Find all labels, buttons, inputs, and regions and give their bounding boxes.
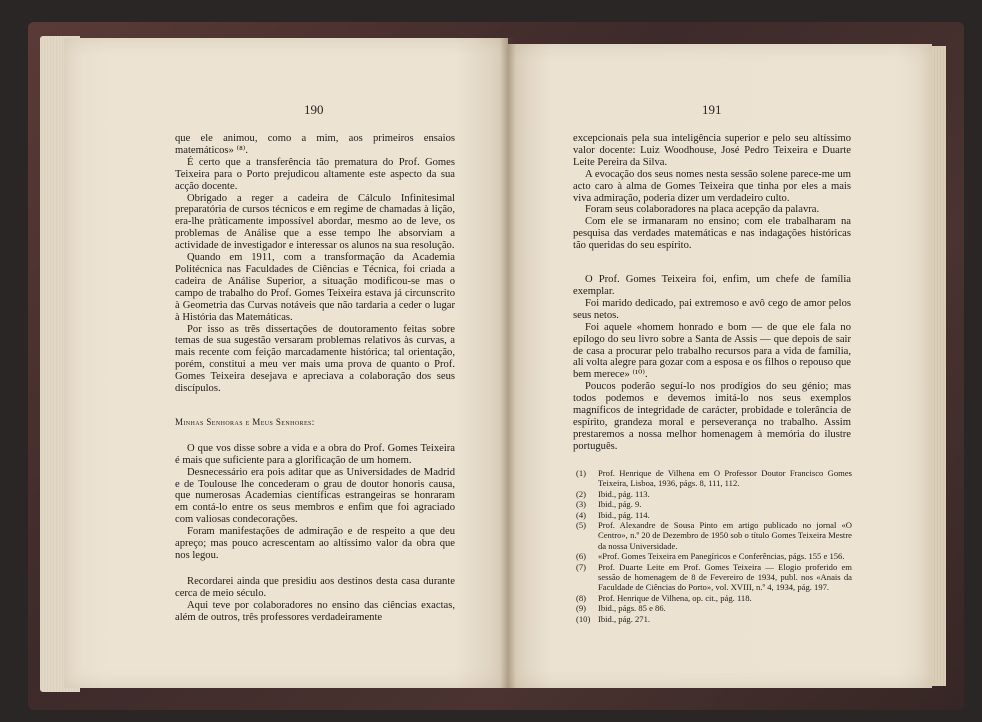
paragraph: A evocação dos seus nomes nesta sessão solene parece-me um acto caro à alma de Gomes Teixeira que tinha por eles a mais viva admiração, poderia dizer um verdadeiro culto. — [573, 168, 851, 204]
right-page-body — [573, 133, 851, 453]
paragraph: É certo que a transferência tão prematura do Prof. Gomes Teixeira para o Porto prejudicou altamente este aspecto da sua acção docente. — [175, 156, 455, 192]
left-page-number: 190 — [304, 102, 324, 117]
footnote — [576, 520, 852, 551]
left-page-body — [175, 133, 455, 624]
section-heading: Minhas Senhoras e Meus Senhores: — [175, 416, 315, 427]
footnote-number: (5) — [576, 520, 587, 531]
footnote-number: (4) — [576, 509, 587, 520]
footnote-text: Prof. Henrique de Vilhena em O Professor Doutor Francisco Gomes Teixeira, Lisboa, 1936, págs. 8, 111, 112. — [598, 468, 852, 489]
paragraph: Obrigado a reger a cadeira de Cálculo Infinitesimal preparatória de cursos técnicos e em regime de chamadas à lição, era-lhe pràticamente impossível abordar, mesmo ao de leve, os problemas de Análise que a esse tempo lhe absorviam a actividade de investigador e interessar os alunos na sua resolução. — [175, 192, 455, 252]
footnote-text: «Prof. Gomes Teixeira em Panegíricos e Conferências, págs. 155 e 156. — [598, 551, 845, 562]
footnote — [576, 499, 852, 509]
paragraph: Foi aquele «homem honrado e bom — de que ele fala no epílogo do seu livro sobre a Santa de Assis — que depois de sair de casa a procurar pelo trabalho recursos para a vida de família, ali volta alegre para gozar com a esposa e os filhos o repouso que bem merece» ⁽¹⁰⁾. — [573, 321, 851, 381]
footnote — [576, 603, 852, 613]
paragraph: O que vos disse sobre a vida e a obra do Prof. Gomes Teixeira é mais que suficiente para a glorificação de um homem. — [175, 442, 455, 466]
paragraph: Foram seus colaboradores na placa acepção da palavra. — [585, 204, 820, 216]
footnote-number: (1) — [576, 468, 587, 478]
footnote-text: Ibid., pág. 113. — [598, 488, 650, 499]
footnote-text: Ibid., pág. 114. — [598, 509, 650, 520]
paragraph: Poucos poderão seguí-lo nos prodígios do seu génio; mas todos podemos e devemos imitá-lo nos seus exemplos magníficos de integridade de carácter, probidade e tolerância de espírito, grandeza moral e perseverança no trabalho. Assim prestaremos a nossa melhor homenagem à memória do ilustre português. — [573, 381, 851, 452]
paragraph: Desnecessário era pois aditar que as Universidades de Madrid e de Toulouse lhe concederam o grau de doutor honoris causa, que numerosas Academias científicas estrangeiras se honraram em contá-lo entre os seus membros e enfim que foi agraciado com valiosas condecorações. — [175, 466, 455, 526]
footnote-number: (9) — [576, 603, 587, 614]
footnote-number: (3) — [576, 499, 587, 510]
footnote-number: (2) — [576, 488, 587, 499]
book-gutter — [500, 38, 516, 688]
footnote-text: Ibid., pág. 271. — [598, 613, 651, 624]
paragraph: Recordarei ainda que presidiu aos destinos desta casa durante cerca de meio século. — [175, 575, 455, 599]
paragraph: Foi marido dedicado, pai extremoso e avô cego de amor pelos seus netos. — [573, 297, 851, 321]
paragraph: Aqui teve por colaboradores no ensino das ciências exactas, além de outros, três professores verdadeiramente — [175, 599, 455, 623]
footnote — [576, 489, 852, 499]
footnote — [576, 551, 852, 561]
paragraph: Com ele se irmanaram no ensino; com ele trabalharam na pesquisa das verdades matemáticas e nas indagações históricas tão queridas do seu espírito. — [573, 216, 851, 252]
paragraph: que ele animou, como a mim, aos primeiros ensaios matemáticos» ⁽⁸⁾. — [175, 133, 455, 156]
footnote-number: (10) — [576, 613, 591, 624]
footnotes — [576, 468, 852, 624]
footnote-number: (6) — [576, 551, 587, 562]
footnote — [576, 593, 852, 603]
footnote-text: Prof. Henrique de Vilhena, op. cit., pág. 118. — [598, 592, 752, 603]
paragraph: Quando em 1911, com a transformação da Academia Politécnica nas Faculdades de Ciências e Técnica, foi criada a cadeira de Análise Superior, a situação modificou-se mas o campo de trabalho do Prof. Gomes Teixeira estava já circunscrito à Geometria das Curvas notáveis que não tardaria a ceder o lugar à História das Matemáticas. — [175, 252, 455, 323]
footnote — [576, 468, 852, 489]
footnote-text: Prof. Alexandre de Sousa Pinto em artigo publicado no jornal «O Centro», n.º 20 de Dezembro de 1950 sob o título Gomes Teixeira Mestre da nossa Universidade. — [598, 520, 852, 551]
paragraph: Por isso as três dissertações de doutoramento feitas sobre temas de sua sugestão versaram problemas relativos às curvas, a mais recente com feição marcadamente histórica; tal orientação, porém, constitui a meu ver mais uma prova de quanto o Prof. Gomes Teixeira desejava e apreciava a colaboração dos seus discípulos. — [175, 323, 455, 395]
paragraph: excepcionais pela sua inteligência superior e pelo seu altíssimo valor docente: Luiz Woodhouse, José Pedro Teixeira e Duarte Leite Pereira da Silva. — [573, 133, 851, 168]
footnote — [576, 562, 852, 593]
footnote-text: Ibid., pág. 9. — [598, 499, 642, 510]
paragraph: O Prof. Gomes Teixeira foi, enfim, um chefe de família exemplar. — [573, 274, 851, 297]
footnote-text: Prof. Duarte Leite em Prof. Gomes Teixeira — Elogio proferido em sessão de homenagem de 8 de Fevereiro de 1934, publ. nos «Anais da Faculdade de Ciências do Porto», vol. XVIII, n.º 4, 1934, pág. 197. — [598, 561, 852, 593]
paragraph: Foram manifestações de admiração e de respeito a que deu apreço; mas pouco acrescentam ao altíssimo valor da obra que nos legou. — [175, 526, 455, 561]
footnote-number: (7) — [576, 561, 587, 572]
footnote-number: (8) — [576, 592, 587, 603]
footnote — [576, 614, 852, 624]
footnote — [576, 510, 852, 520]
right-page-number: 191 — [702, 102, 722, 117]
footnote-text: Ibid., págs. 85 e 86. — [598, 603, 666, 614]
